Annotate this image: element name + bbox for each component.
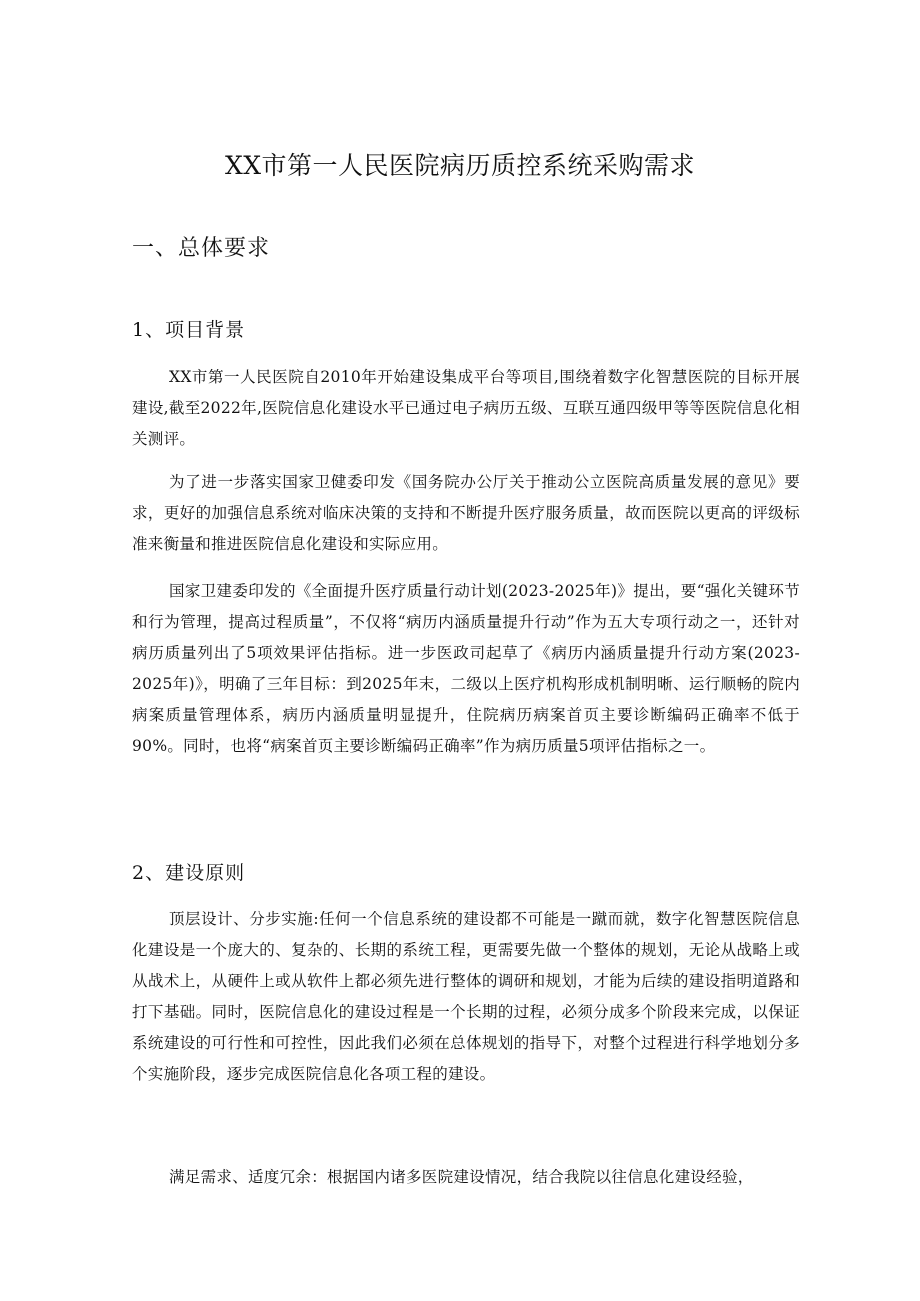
paragraph-background-2: 为了进一步落实国家卫健委印发《国务院办公厅关于推动公立医院高质量发展的意见》要求，更好的加强信息系统对临床决策的支持和不断提升医疗服务质量，故而医院以更高的评级标准来衡量和推进医院信息化建设和实际应用。 [132,473,800,553]
section-heading-general-requirements: 一、总体要求 [132,236,271,261]
paragraph-principle-2: 满足需求、适度冗余：根据国内诸多医院建设情况，结合我院以往信息化建设经验， [169,1168,754,1186]
document-title: XX市第一人民医院病历质控系统采购需求 [224,151,696,180]
paragraph-principle-1: 顶层设计、分步实施:任何一个信息系统的建设都不可能是一蹴而就，数字化智慧医院信息化建设是一个庞大的、复杂的、长期的系统工程，更需要先做一个整体的规划，无论从战略上或从战术上，从硬件上或从软件上都必须先进行整体的调研和规划，才能为后续的建设指明道路和打下基础。同时，医院信息化的建设过程是一个长期的过程，必须分成多个阶段来完成，以保证系统建设的可行性和可控性，因此我们必须在总体规划的指导下，对整个过程进行科学地划分多个实施阶段，逐步完成医院信息化各项工程的建设。 [132,910,800,1083]
paragraph-background-3: 国家卫建委印发的《全面提升医疗质量行动计划(2023-2025年)》提出，要“强化关键环节和行为管理，提高过程质量”，不仅将“病历内涵质量提升行动”作为五大专项行动之一，还针对病历质量列出了5项效果评估指标。进一步医政司起草了《病历内涵质量提升行动方案(2023-2025年)》，明确了三年目标：到2025年末，二级以上医疗机构形成机制明晰、运行顺畅的院内病案质量管理体系，病历内涵质量明显提升，住院病历病案首页主要诊断编码正确率不低于90%。同时，也将“病案首页主要诊断编码正确率”作为病历质量5项评估指标之一。 [132,582,800,755]
paragraph-background-1: XX市第一人民医院自2010年开始建设集成平台等项目,围绕着数字化智慧医院的目标开展建设,截至2022年,医院信息化建设水平已通过电子病历五级、互联互通四级甲等等医院信息化相关测评。 [132,368,800,448]
subsection-heading-construction-principles: 2、建设原则 [132,862,246,884]
subsection-heading-project-background: 1、项目背景 [132,319,246,341]
